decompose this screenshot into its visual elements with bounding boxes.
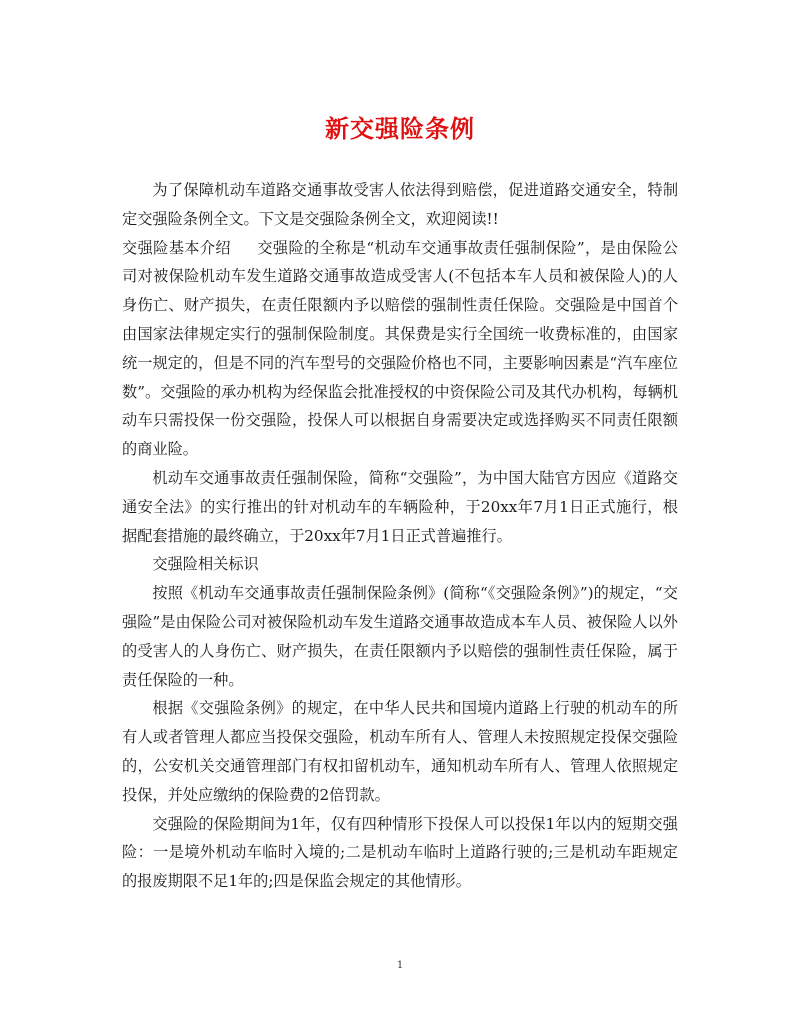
mandatory-insurance-paragraph: 根据《交强险条例》的规定，在中华人民共和国境内道路上行驶的机动车的所有人或者管理人都应当投保交强险，机动车所有人、管理人未按照规定投保交强险的，公安机关交通管理部门有权扣留机动车，通知机动车所有人、管理人依照规定投保，并处应缴纳的保险费的2倍罚款。 (122, 699, 678, 804)
basic-intro-paragraph (122, 234, 678, 464)
abbreviation-paragraph: 机动车交通事故责任强制保险，简称“交强险”，为中国大陆官方因应《道路交通安全法》的实行推出的针对机动车的车辆险种，于20xx年7月1日正式施行，根据配套措施的最终确立，于20xx年7月1日正式普遍推行。 (122, 468, 678, 545)
insurance-period-paragraph: 交强险的保险期间为1年，仅有四种情形下投保人可以投保1年以内的短期交强险：一是境外机动车临时入境的;二是机动车临时上道路行驶的;三是机动车距规定的报废期限不足1年的;四是保监会规定的其他情形。 (122, 814, 678, 891)
related-identification-heading: 交强险相关标识 (152, 555, 259, 574)
page-number: 1 (396, 960, 404, 971)
document-title: 新交强险条例 (325, 114, 475, 143)
basic-intro-heading: 交强险基本介绍 (122, 238, 231, 257)
basic-intro-body: 交强险的全称是“机动车交通事故责任强制保险”，是由保险公司对被保险机动车发生道路交通事故造成受害人(不包括本车人员和被保险人)的人身伤亡、财产损失，在责任限额内予以赔偿的强制性责任保险。交强险是中国首个由国家法律规定实行的强制保险制度。其保费是实行全国统一收费标准的，由国家统一规定的，但是不同的汽车型号的交强险价格也不同，主要影响因素是“汽车座位数”。交强险的承办机构为经保监会批准授权的中资保险公司及其代办机构，每辆机动车只需投保一份交强险，投保人可以根据自身需要决定或选择购买不同责任限额的商业险。 (122, 238, 678, 459)
regulation-definition-paragraph: 按照《机动车交通事故责任强制保险条例》(简称“《交强险条例》”)的规定，“交强险”是由保险公司对被保险机动车发生道路交通事故造成本车人员、被保险人以外的受害人的人身伤亡、财产损失，在责任限额内予以赔偿的强制性责任保险，属于责任保险的一种。 (122, 584, 678, 689)
document-body (122, 176, 678, 896)
intro-paragraph: 为了保障机动车道路交通事故受害人依法得到赔偿，促进道路交通安全，特制定交强险条例全文。下文是交强险条例全文，欢迎阅读!! (122, 181, 678, 228)
